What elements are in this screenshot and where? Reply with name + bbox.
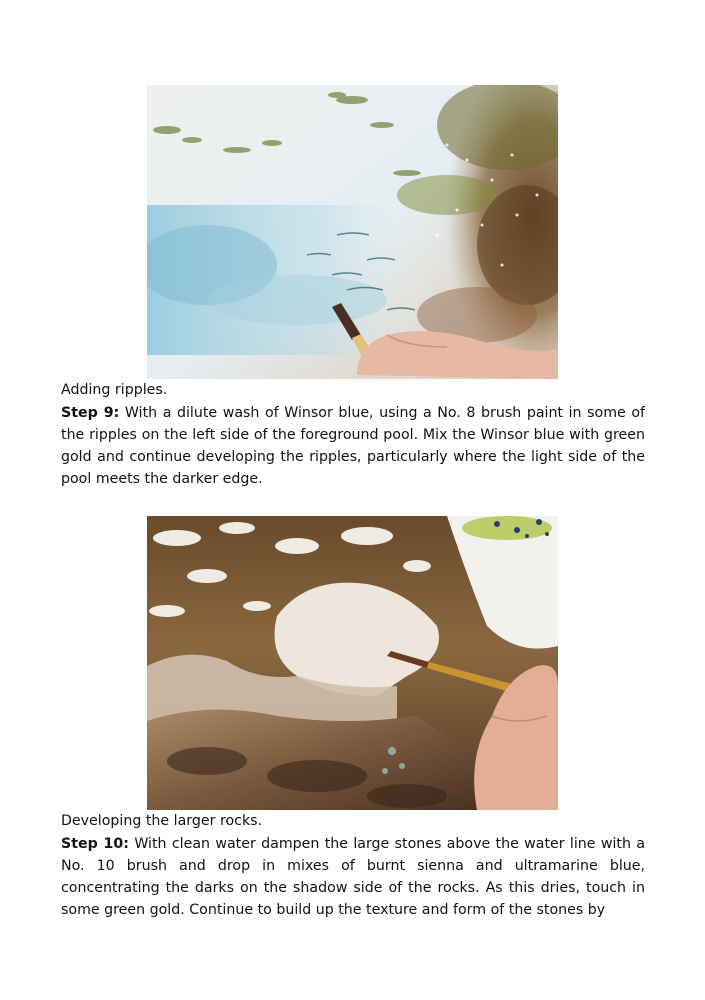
ripples-painting-photo (147, 85, 558, 379)
rocks-painting-photo (147, 516, 558, 810)
step-paragraph (61, 833, 645, 921)
figure-caption: Adding ripples. (61, 382, 168, 398)
step-label: Step 9: (61, 405, 120, 421)
step-text: With clean water dampen the large stones above the water line with a No. 10 brush and drop in mixes of burnt sienna and ultramarine blue, concentrating the darks on the shadow side of the rocks. As this dries, touch in some green gold. Continue to build up the texture and form of the stones by (61, 836, 645, 918)
figure-caption: Developing the larger rocks. (61, 813, 263, 829)
step-paragraph (61, 402, 645, 490)
step-text: With a dilute wash of Winsor blue, using a No. 8 brush paint in some of the ripples on the left side of the foreground pool. Mix the Winsor blue with green gold and continue developing the ripples, particularly where the light side of the pool meets the darker edge. (61, 405, 645, 487)
step-label: Step 10: (61, 836, 129, 852)
